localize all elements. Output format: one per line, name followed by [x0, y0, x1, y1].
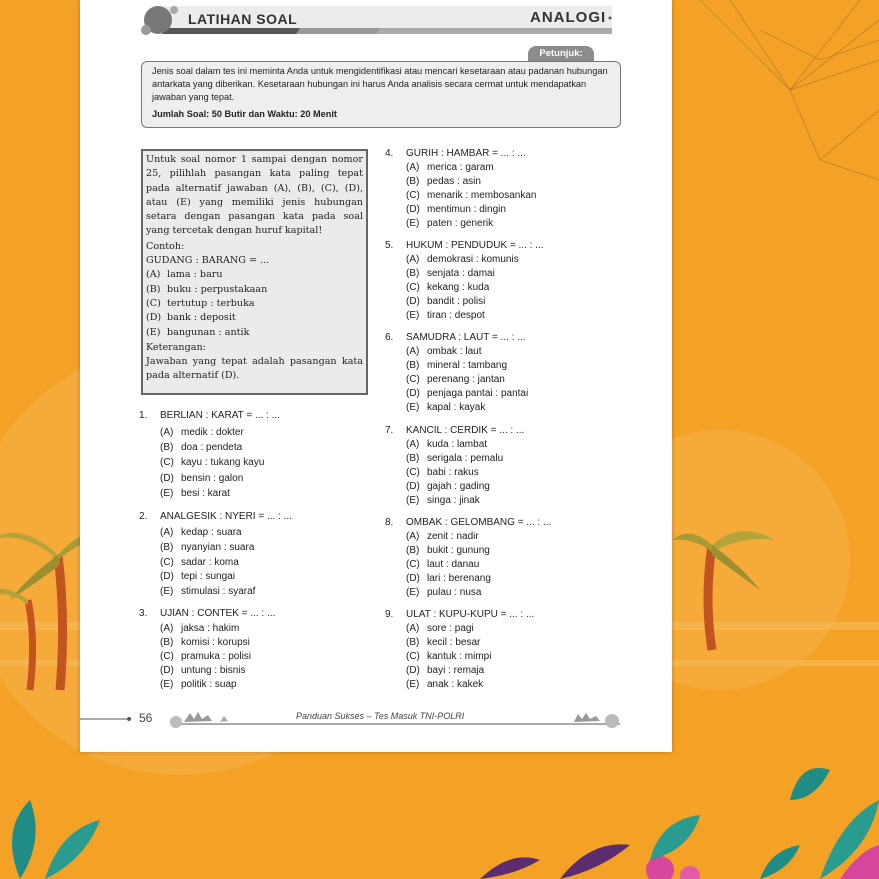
- question-stem: SAMUDRA : LAUT = ... : ...: [406, 332, 526, 343]
- question-stem: HUKUM : PENDUDUK = ... : ...: [406, 240, 544, 251]
- petunjuk-label: Petunjuk:: [528, 46, 594, 62]
- question-stem: OMBAK : GELOMBANG = ... : ...: [406, 517, 552, 528]
- section-title: LATIHAN SOAL: [188, 11, 298, 27]
- question-7: 7. KANCIL : CERDIK = ... : ... (A) kuda : lambat (B) serigala : pemalu (C) babi : rakus (D) gajah : gading (E) singa : jinak: [385, 425, 525, 506]
- question-stem: GURIH : HAMBAR = ... : ...: [406, 148, 526, 159]
- answer-option: (B) nyanyian : suara: [160, 541, 255, 553]
- answer-option: (C) babi : rakus: [406, 466, 479, 478]
- question-stem: ULAT : KUPU-KUPU = ... : ...: [406, 609, 535, 620]
- example-option: (E) bangunan : antik: [146, 326, 250, 338]
- answer-option: (D) lari : berenang: [406, 572, 491, 584]
- answer-option: (D) bandit : polisi: [406, 295, 486, 307]
- question-5: 5. HUKUM : PENDUDUK = ... : ... (A) demokrasi : komunis (B) senjata : damai (C) kekang : kuda (D) bandit : polisi (E) tiran : despot: [385, 240, 544, 321]
- answer-option: (E) besi : karat: [160, 487, 230, 499]
- instruction-text: Untuk soal nomor 1 sampai dengan nomor 25, pilihlah pasangan kata paling tepat pada alternatif jawaban (A), (B), (C), (D), atau (E) yang memiliki jenis hubungan setara dengan pasangan kata pada soal yang tercetak dengan huruf kapital!: [146, 154, 363, 237]
- answer-option: (E) stimulasi : syaraf: [160, 586, 256, 598]
- answer-option: (B) pedas : asin: [406, 175, 481, 187]
- answer-option: (C) perenang : jantan: [406, 373, 505, 385]
- question-stem: BERLIAN : KARAT = ... : ...: [160, 410, 280, 421]
- question-6: 6. SAMUDRA : LAUT = ... : ... (A) ombak : laut (B) mineral : tambang (C) perenang : jantan (D) penjaga pantai : pantai (E) kapal : kayak: [385, 332, 529, 413]
- answer-option: (A) merica : garam: [406, 162, 494, 173]
- book-page: [80, 0, 672, 752]
- answer-option: (C) menarik : membosankan: [406, 189, 537, 201]
- question-3: 3. UJIAN : CONTEK = ... : ... (A) jaksa : hakim (B) komisi : korupsi (C) pramuka : polisi (D) untung : bisnis (E) politik : suap: [139, 608, 354, 696]
- answer-option: (C) pramuka : polisi: [160, 651, 252, 663]
- answer-option: (A) sore : pagi: [406, 623, 474, 634]
- answer-option: (C) laut : danau: [406, 558, 480, 570]
- question-stem: ANALGESIK : NYERI = ... : ...: [160, 511, 292, 522]
- answer-option: (B) serigala : pemalu: [406, 452, 504, 464]
- answer-option: (B) mineral : tambang: [406, 359, 508, 371]
- answer-option: (D) tepi : sungai: [160, 571, 235, 583]
- jumlah-soal: Jumlah Soal: 50 Butir dan Waktu: 20 Menit: [152, 109, 337, 119]
- answer-option: (A) jaksa : hakim: [160, 623, 240, 634]
- example-option: (D) bank : deposit: [146, 312, 236, 324]
- answer-option: (A) medik : dokter: [160, 427, 244, 438]
- answer-option: (D) gajah : gading: [406, 480, 490, 492]
- keterangan-label: Keterangan:: [146, 341, 206, 353]
- answer-option: (C) kantuk : mimpi: [406, 650, 492, 662]
- answer-option: (B) senjata : damai: [406, 267, 495, 279]
- answer-option: (D) bayi : remaja: [406, 664, 485, 676]
- page-number: 56: [139, 711, 153, 725]
- answer-option: (B) kecil : besar: [406, 636, 481, 648]
- answer-option: (D) mentimun : dingin: [406, 203, 506, 215]
- answer-option: (C) kekang : kuda: [406, 281, 490, 293]
- example-stem: GUDANG : BARANG = ...: [146, 255, 270, 267]
- topic-title: ANALOGI: [530, 9, 607, 26]
- answer-option: (E) singa : jinak: [406, 494, 480, 506]
- petunjuk-box: [141, 61, 621, 128]
- answer-option: (E) tiran : despot: [406, 309, 485, 321]
- question-1: 1. BERLIAN : KARAT = ... : ... (A) medik : dokter (B) doa : pendeta (C) kayu : tukang kayu (D) bensin : galon (E) besi : karat: [139, 410, 354, 502]
- answer-option: (E) politik : suap: [160, 679, 237, 691]
- answer-option: (A) demokrasi : komunis: [406, 254, 519, 265]
- answer-option: (E) kapal : kayak: [406, 401, 486, 413]
- answer-option: (B) bukit : gunung: [406, 544, 490, 556]
- keterangan-text: Jawaban yang tepat adalah pasangan kata pada alternatif (D).: [146, 356, 363, 382]
- book-title: Panduan Sukses – Tes Masuk TNI-POLRI: [296, 711, 465, 721]
- answer-option: (A) kedap : suara: [160, 527, 242, 538]
- answer-option: (D) untung : bisnis: [160, 665, 246, 677]
- answer-option: (B) komisi : korupsi: [160, 637, 250, 649]
- question-2: 2. ANALGESIK : NYERI = ... : ... (A) kedap : suara (B) nyanyian : suara (C) sadar : koma (D) tepi : sungai (E) stimulasi : syaraf: [139, 511, 354, 603]
- answer-option: (D) bensin : galon: [160, 472, 244, 484]
- answer-option: (E) pulau : nusa: [406, 586, 482, 598]
- example-option: (A) lama : baru: [146, 269, 223, 281]
- instruction-box: [141, 149, 368, 395]
- question-stem: KANCIL : CERDIK = ... : ...: [406, 425, 525, 436]
- petunjuk-text: Jenis soal dalam tes ini meminta Anda untuk mengidentifikasi atau mencari kesetaraan atau padanan hubungan antarkata yang diberikan. Kesetaraan hubungan ini harus Anda analisis secara cermat untuk mendapatkan jawaban yang tepat.: [152, 66, 608, 102]
- contoh-label: Contoh:: [146, 240, 185, 252]
- answer-option: (A) kuda : lambat: [406, 439, 488, 450]
- question-stem: UJIAN : CONTEK = ... : ...: [160, 608, 276, 619]
- example-option: (C) tertutup : terbuka: [146, 297, 255, 309]
- answer-option: (A) ombak : laut: [406, 346, 482, 357]
- answer-option: (C) kayu : tukang kayu: [160, 457, 265, 469]
- question-8: 8. OMBAK : GELOMBANG = ... : ... (A) zenit : nadir (B) bukit : gunung (C) laut : danau (D) lari : berenang (E) pulau : nusa: [385, 517, 552, 598]
- answer-option: (C) sadar : koma: [160, 556, 239, 568]
- answer-option: (B) doa : pendeta: [160, 442, 243, 454]
- answer-option: (E) paten : generik: [406, 217, 494, 229]
- answer-option: (D) penjaga pantai : pantai: [406, 387, 529, 399]
- question-9: 9. ULAT : KUPU-KUPU = ... : ... (A) sore : pagi (B) kecil : besar (C) kantuk : mimpi (D) bayi : remaja (E) anak : kakek: [385, 609, 535, 690]
- question-4: 4. GURIH : HAMBAR = ... : ... (A) merica : garam (B) pedas : asin (C) menarik : membosankan (D) mentimun : dingin (E) paten : generik: [385, 148, 537, 229]
- example-option: (B) buku : perpustakaan: [146, 283, 268, 295]
- answer-option: (A) zenit : nadir: [406, 531, 479, 542]
- answer-option: (E) anak : kakek: [406, 678, 484, 690]
